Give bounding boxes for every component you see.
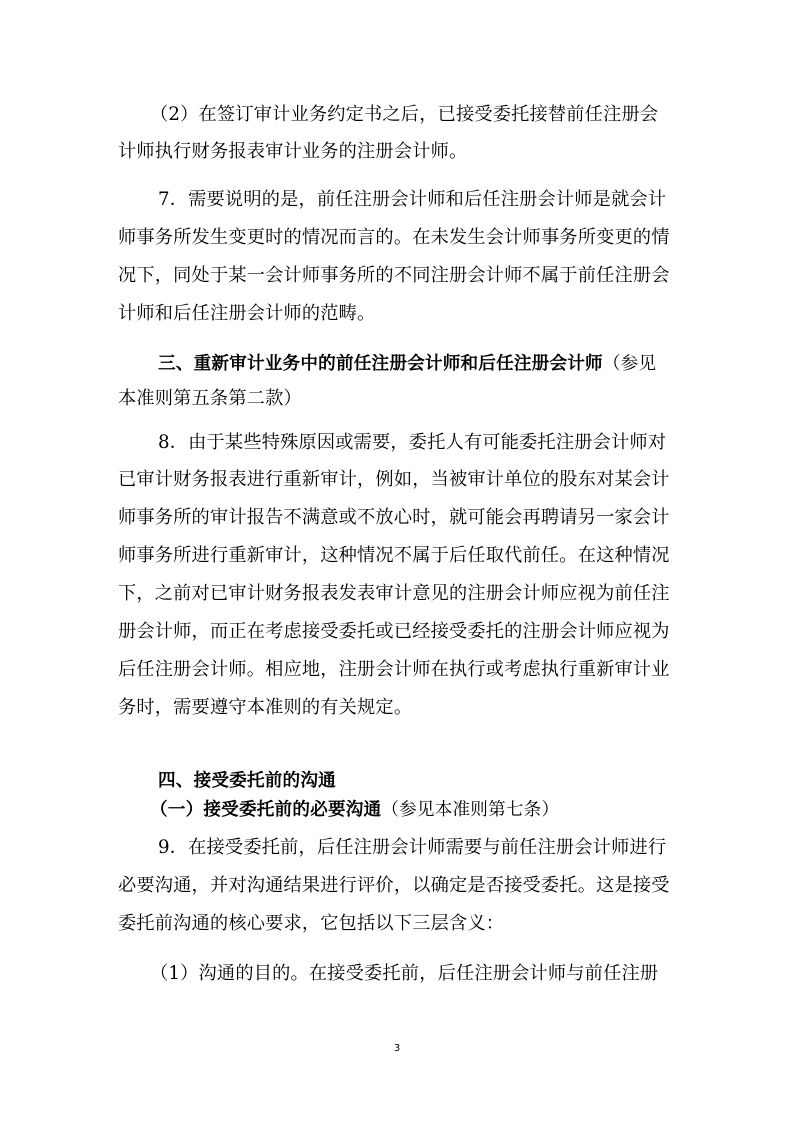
paragraph-line: 已审计财务报表进行重新审计，例如，当被审计单位的股东对某会计	[118, 469, 670, 490]
paragraph-line: 7．需要说明的是，前任注册会计师和后任注册会计师是就会计	[158, 189, 667, 210]
page-number: 3	[393, 1043, 401, 1054]
paragraph-line: 计师和后任注册会计师的范畴。	[118, 303, 376, 324]
section-heading-reference: （参见	[602, 354, 657, 374]
section-heading-continuation: 本准则第五条第二款）	[118, 388, 302, 409]
paragraph-line: 册会计师，而正在考虑接受委托或已经接受委托的注册会计师应视为	[118, 621, 670, 642]
paragraph-line: 必要沟通，并对沟通结果进行评价，以确定是否接受委托。这是接受	[118, 875, 670, 896]
paragraph-line: 下，之前对已审计财务报表发表审计意见的注册会计师应视为前任注	[118, 583, 670, 604]
subsection-heading-reference: （参见本准则第七条）	[381, 800, 560, 820]
paragraph-line: 务时，需要遵守本准则的有关规定。	[118, 697, 413, 718]
section-heading	[158, 352, 718, 376]
paragraph-line: （1）沟通的目的。在接受委托前，后任注册会计师与前任注册	[150, 963, 659, 984]
paragraph-line: 后任注册会计师。相应地，注册会计师在执行或考虑执行重新审计业	[118, 659, 670, 680]
paragraph-line: 9．在接受委托前，后任注册会计师需要与前任注册会计师进行	[158, 837, 667, 858]
paragraph-line: 师事务所发生变更时的情况而言的。在未发生会计师事务所变更的情	[118, 227, 670, 248]
paragraph-line: 计师执行财务报表审计业务的注册会计师。	[118, 141, 468, 162]
paragraph-line: 师事务所进行重新审计，这种情况不属于后任取代前任。在这种情况	[118, 545, 670, 566]
paragraph-line: （2）在签订审计业务约定书之后，已接受委托接替前任注册会	[150, 104, 659, 125]
paragraph-line: 委托前沟通的核心要求，它包括以下三层含义：	[118, 913, 505, 934]
subsection-heading	[150, 798, 710, 822]
section-heading: 四、接受委托前的沟通	[158, 771, 336, 791]
subsection-heading-bold: （一）接受委托前的必要沟通	[150, 800, 382, 820]
section-heading-bold: 三、重新审计业务中的前任注册会计师和后任注册会计师	[158, 354, 603, 374]
paragraph-line: 师事务所的审计报告不满意或不放心时，就可能会再聘请另一家会计	[118, 507, 670, 528]
paragraph-line: 8．由于某些特殊原因或需要，委托人有可能委托注册会计师对	[158, 432, 667, 453]
paragraph-line: 况下，同处于某一会计师事务所的不同注册会计师不属于前任注册会	[118, 265, 670, 286]
